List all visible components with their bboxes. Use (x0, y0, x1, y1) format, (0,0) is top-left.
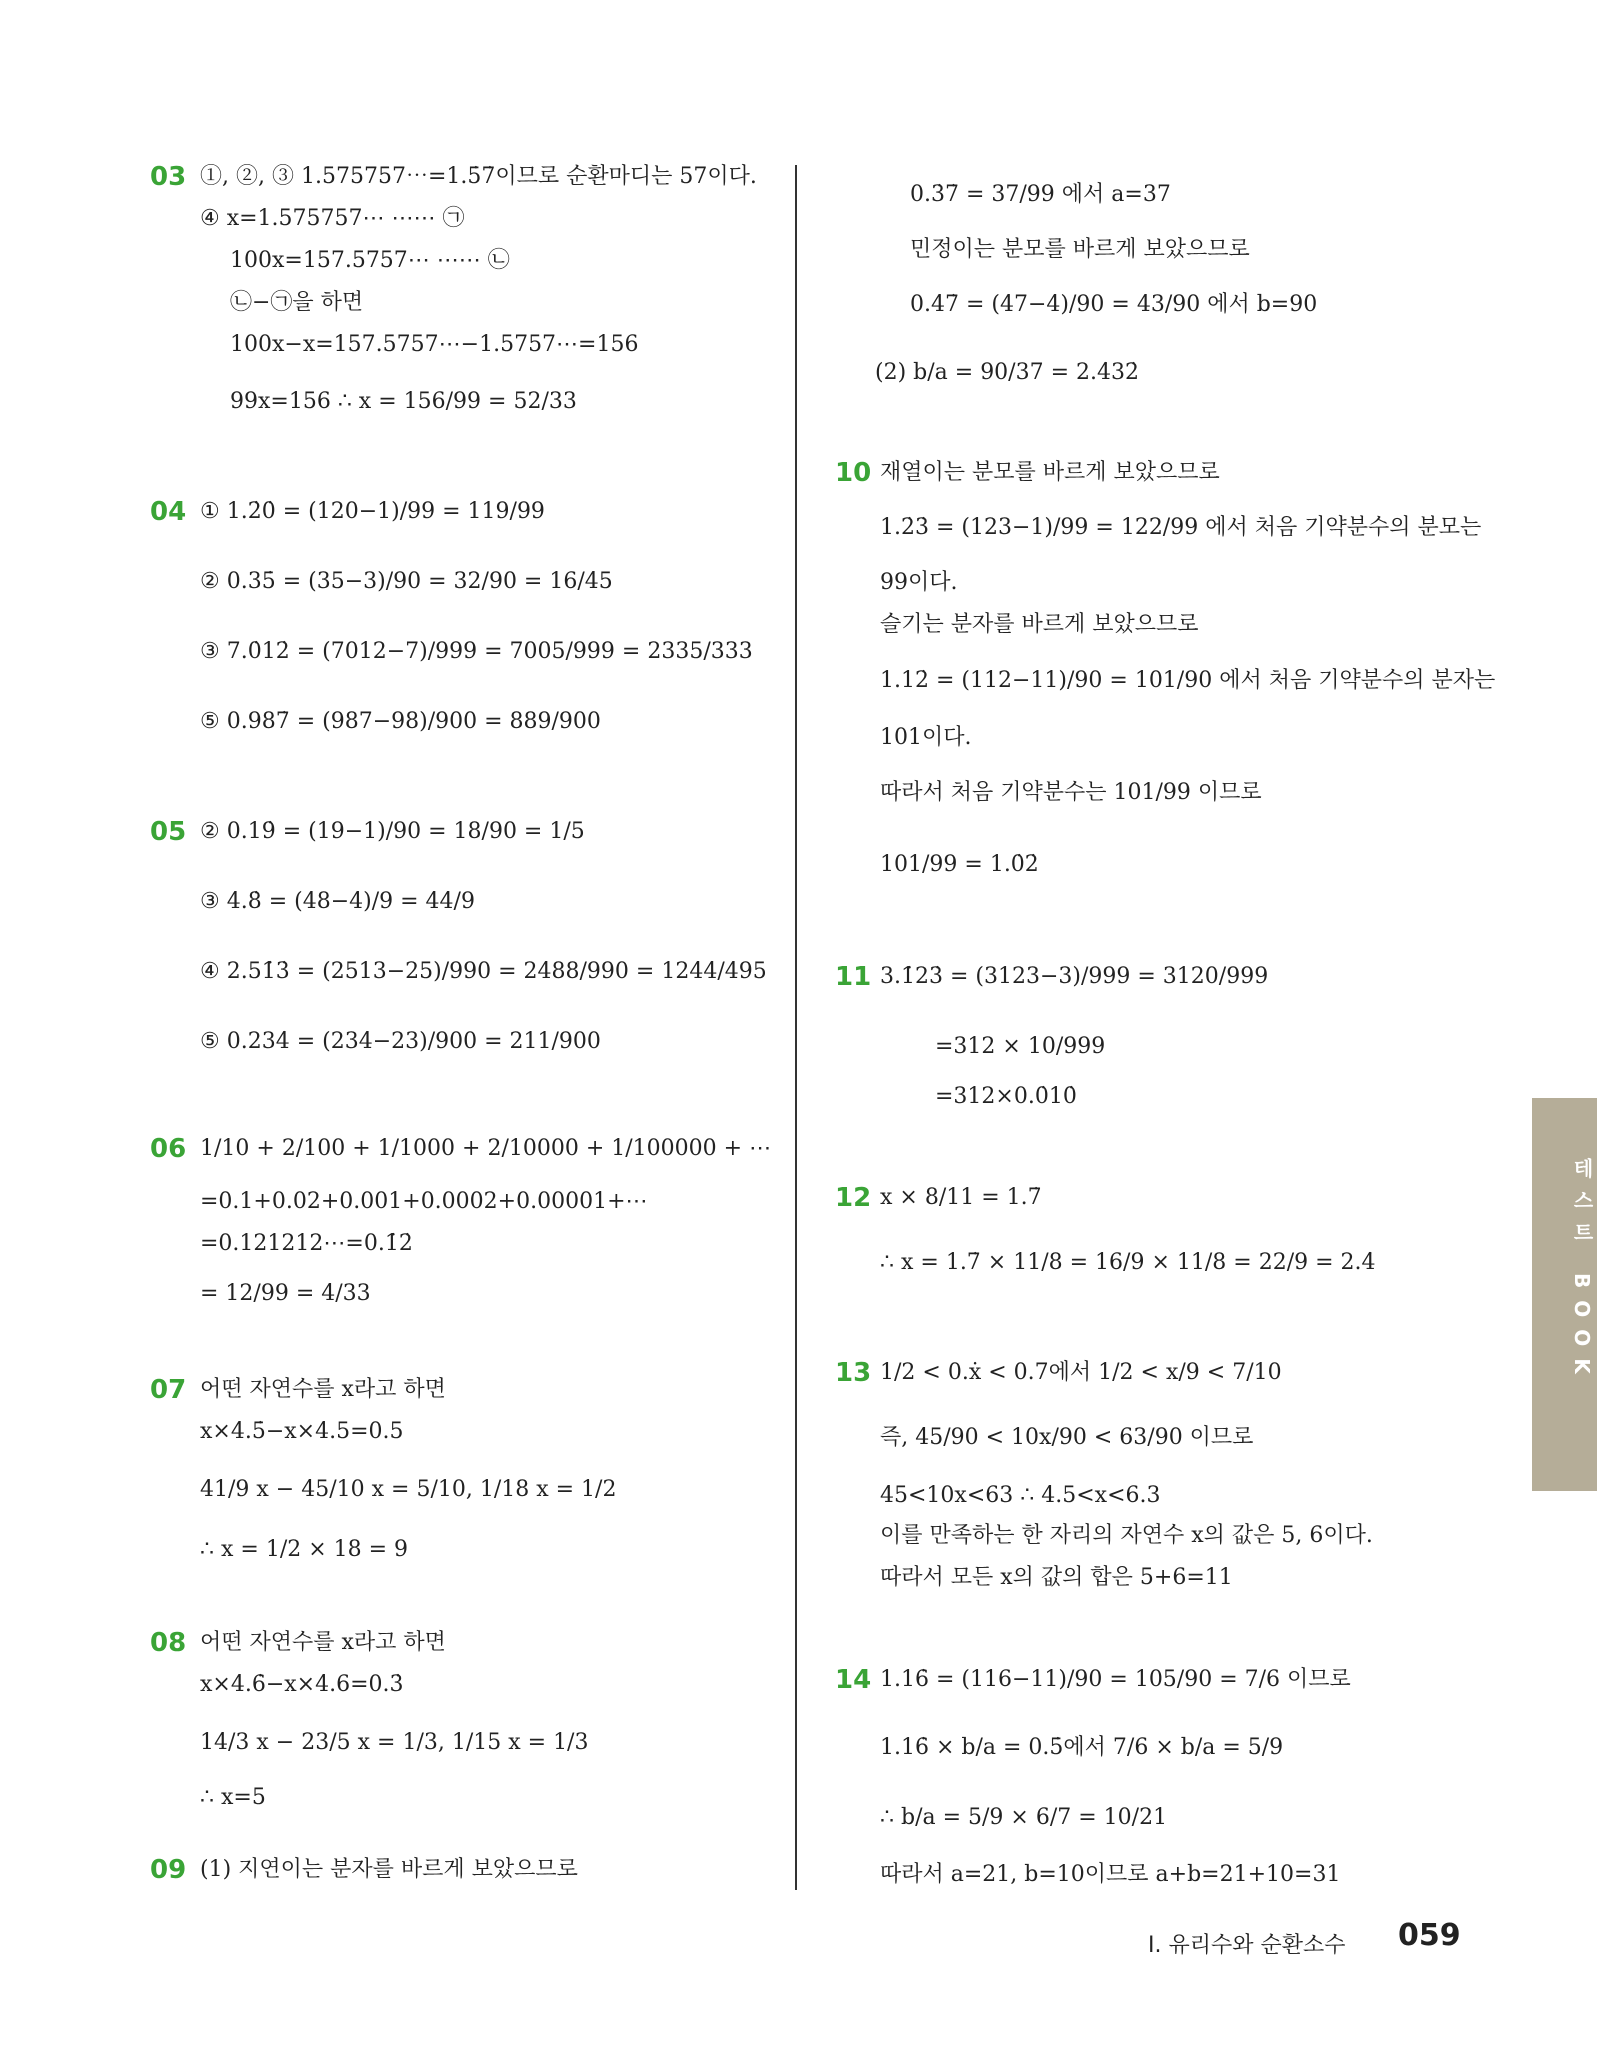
solution-line: 1.12̇ = (112−11)/90 = 101/90 에서 처음 기약분수의 분자는 (880, 668, 1496, 693)
solution-line: 어떤 자연수를 x라고 하면 (200, 1377, 446, 1402)
solution-line: =0.121212⋯=0.1̇2̇ (200, 1231, 413, 1256)
solution-line: (2) b/a = 90/37 = 2.4̇32̇ (875, 360, 1139, 385)
solution-line: 1.16̇ = (116−11)/90 = 105/90 = 7/6 이므로 (880, 1667, 1351, 1692)
solution-line: 99이다. (880, 570, 958, 595)
solution-line: ∴ x = 1/2 × 18 = 9 (200, 1537, 409, 1562)
solution-line: 101/99 = 1.0̇2̇ (880, 852, 1039, 877)
problem-number: 14 (835, 1665, 872, 1695)
solution-line: (1) 지연이는 분자를 바르게 보았으므로 (200, 1857, 578, 1882)
solution-line: ⑤ 0.234̇ = (234−23)/900 = 211/900 (200, 1029, 601, 1054)
solution-line: ∴ b/a = 5/9 × 6/7 = 10/21 (880, 1805, 1168, 1830)
chapter-title: Ⅰ. 유리수와 순환소수 (1148, 1933, 1346, 1958)
solution-line: 즉, 45/90 < 10x/90 < 63/90 이므로 (880, 1425, 1254, 1450)
solution-line: ④ x=1.575757⋯ ⋯⋯ ㉠ (200, 206, 465, 231)
solution-line: 99x=156 ∴ x = 156/99 = 52/33 (230, 389, 577, 414)
solution-line: ④ 2.51̇3̇ = (2513−25)/990 = 2488/990 = 1244/495 (200, 959, 767, 984)
solution-line: ① 1.2̇0̇ = (120−1)/99 = 119/99 (200, 499, 545, 524)
solution-line: ② 0.35̇ = (35−3)/90 = 32/90 = 16/45 (200, 569, 613, 594)
problem-number: 08 (150, 1628, 187, 1658)
solution-line: 민정이는 분모를 바르게 보았으므로 (910, 237, 1250, 262)
solution-line: 어떤 자연수를 x라고 하면 (200, 1630, 446, 1655)
solution-line: ⑤ 0.987̇ = (987−98)/900 = 889/900 (200, 709, 601, 734)
problem-number: 05 (150, 817, 187, 847)
problem-number: 09 (150, 1855, 187, 1885)
solution-line: = 12/99 = 4/33 (200, 1281, 371, 1306)
solution-line: ② 0.19̇ = (19−1)/90 = 18/90 = 1/5 (200, 819, 585, 844)
solution-line: 14/3 x − 23/5 x = 1/3, 1/15 x = 1/3 (200, 1730, 589, 1755)
problem-number: 04 (150, 497, 187, 527)
solution-line: 41/9 x − 45/10 x = 5/10, 1/18 x = 1/2 (200, 1477, 617, 1502)
solution-line: 1/2 < 0.ẋ < 0.7에서 1/2 < x/9 < 7/10 (880, 1360, 1282, 1385)
problem-number: 06 (150, 1134, 187, 1164)
solution-line: =312×0.0̇10̇ (935, 1084, 1077, 1109)
problem-number: 11 (835, 962, 872, 992)
solution-line: 슬기는 분자를 바르게 보았으므로 (880, 612, 1199, 637)
solution-line: ①, ②, ③ 1.575757⋯=1.5̇7̇이므로 순환마디는 57이다. (200, 164, 757, 189)
problem-number: 13 (835, 1358, 872, 1388)
solution-line: 따라서 모든 x의 값의 합은 5+6=11 (880, 1565, 1233, 1590)
solution-line: 재열이는 분모를 바르게 보았으므로 (880, 460, 1220, 485)
solution-line: ③ 7.0̇12̇ = (7012−7)/999 = 7005/999 = 2335/333 (200, 639, 753, 664)
problem-number: 07 (150, 1375, 187, 1405)
solution-line: 0.3̇7̇ = 37/99 에서 a=37 (910, 182, 1171, 207)
side-tab-label: 테스트 BOOK (1570, 1158, 1594, 1386)
solution-line: 1.16̇ × b/a = 0.5̇에서 7/6 × b/a = 5/9 (880, 1735, 1284, 1760)
solution-line: 100x=157.5757⋯ ⋯⋯ ㉡ (230, 248, 510, 273)
solution-line: 101이다. (880, 725, 972, 750)
solution-line: 45<10x<63 ∴ 4.5<x<6.3 (880, 1483, 1161, 1508)
solution-line: ㉡−㉠을 하면 (230, 290, 364, 315)
problem-number: 12 (835, 1183, 872, 1213)
solution-line: ∴ x=5 (200, 1785, 266, 1810)
solution-line: =0.1+0.02+0.001+0.0002+0.00001+⋯ (200, 1189, 648, 1214)
side-tab (1532, 1098, 1597, 1491)
solution-line: 1.2̇3̇ = (123−1)/99 = 122/99 에서 처음 기약분수의 분모는 (880, 515, 1482, 540)
solution-line: 100x−x=157.5757⋯−1.5757⋯=156 (230, 332, 639, 357)
problem-number: 10 (835, 458, 872, 488)
solution-line: 0.47̇ = (47−4)/90 = 43/90 에서 b=90 (910, 292, 1318, 317)
solution-line: =312 × 10/999 (935, 1034, 1106, 1059)
solution-line: 3.1̇23̇ = (3123−3)/999 = 3120/999 (880, 964, 1269, 989)
solution-line: x×4.6̇−x×4.6=0.3̇ (200, 1672, 404, 1697)
page-number: 059 (1398, 1918, 1461, 1953)
solution-line: 1/10 + 2/100 + 1/1000 + 2/10000 + 1/100000 + ⋯ (200, 1136, 772, 1161)
solution-line: 이를 만족하는 한 자리의 자연수 x의 값은 5, 6이다. (880, 1523, 1373, 1548)
solution-line: ③ 4.8̇ = (48−4)/9 = 44/9 (200, 889, 475, 914)
solution-line: x × 8/11 = 1.7̇ (880, 1185, 1042, 1210)
column-divider (795, 165, 797, 1890)
solution-line: 따라서 처음 기약분수는 101/99 이므로 (880, 780, 1262, 805)
solution-line: 따라서 a=21, b=10이므로 a+b=21+10=31 (880, 1862, 1341, 1887)
solution-line: x×4.5̇−x×4.5=0.5 (200, 1419, 404, 1444)
problem-number: 03 (150, 162, 187, 192)
solution-line: ∴ x = 1.7̇ × 11/8 = 16/9 × 11/8 = 22/9 = 2.4̇ (880, 1250, 1376, 1275)
